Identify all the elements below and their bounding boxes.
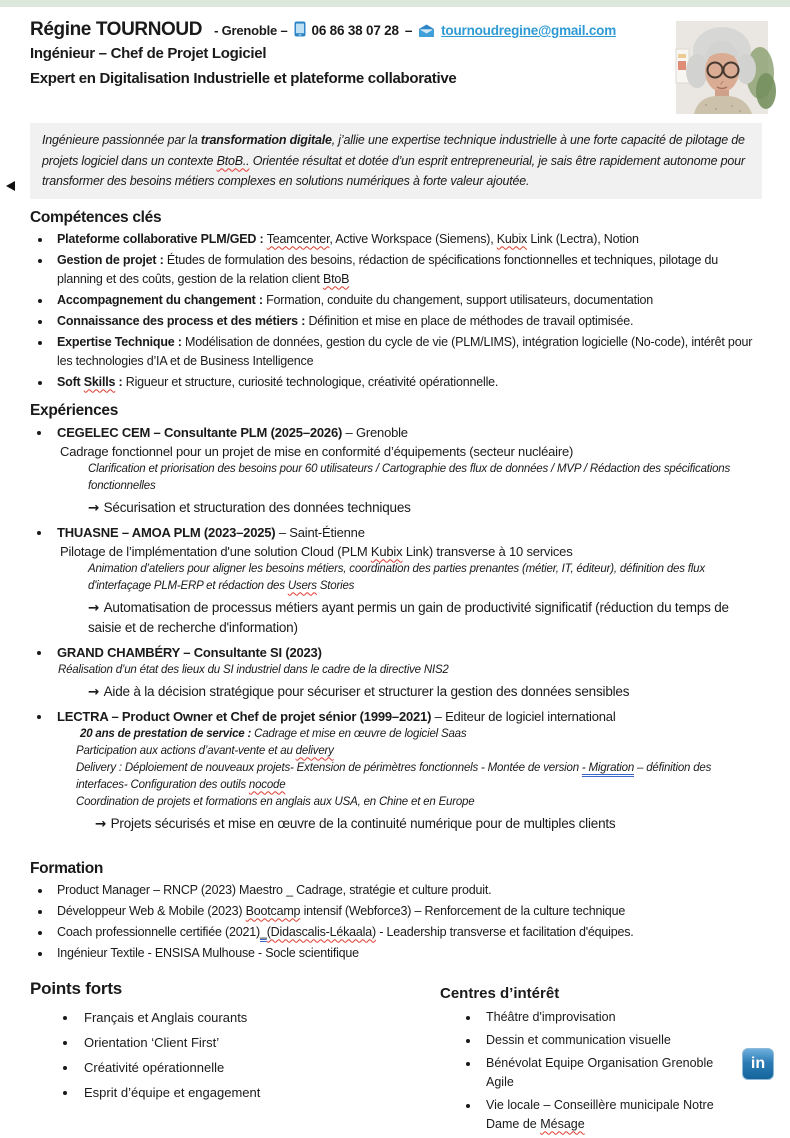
competence-item: • Accompagnement du changement : Formation, conduite du changement, support utilisateurs, documentation bbox=[52, 291, 757, 310]
experience-detail: Réalisation d’un état des lieux du SI industriel dans le cadre de la directive NIS2 bbox=[58, 663, 449, 676]
formation-item: • Ingénieur Textile - ENSISA Mulhouse - Socle scientifique bbox=[52, 944, 759, 963]
experience-result: → Aide à la décision stratégique pour sécuriser et structurer la gestion des données sensibles bbox=[88, 683, 630, 700]
envelope-icon bbox=[418, 24, 435, 42]
strength-item: • Créativité opérationnelle bbox=[78, 1055, 430, 1080]
strength-item: • Français et Anglais courants bbox=[78, 1005, 430, 1030]
interest-item: • Vie locale – Conseillère municipale Notre Dame de Mésage bbox=[480, 1096, 738, 1134]
formation-item: • Développeur Web & Mobile (2023) Bootcamp intensif (Webforce3) – Renforcement de la culture technique bbox=[52, 902, 759, 921]
experience-title: • LECTRA – Product Owner et Chef de projet sénior (1999–2021) – Editeur de logiciel international bbox=[52, 707, 790, 726]
interest-item: • Théâtre d'improvisation bbox=[480, 1008, 738, 1027]
job-title-line-2: Expert en Digitalisation Industrielle et plateforme collaborative bbox=[30, 70, 457, 87]
formation-list bbox=[0, 881, 790, 963]
email-link[interactable]: tournoudregine@gmail.com bbox=[441, 23, 616, 38]
competence-item: • Connaissance des process et des métiers : Définition et mise en place de méthodes de travail optimisée. bbox=[52, 312, 757, 331]
experience-thuasne bbox=[0, 523, 790, 638]
formation-item: • Coach professionnelle certifiée (2021)_(Didascalis-Lékaala) - Leadership transverse et facilitation d'équipes. bbox=[52, 923, 759, 942]
formation-item: • Product Manager – RNCP (2023) Maestro _ Cadrage, stratégie et culture produit. bbox=[52, 881, 759, 900]
header bbox=[0, 7, 790, 114]
experience-detail: Animation d’ateliers pour aligner les besoins métiers, coordination des parties prenantes (métier, IT, éditeur), définition des flux d'interfaçage PLM-ERP et rédaction des Users Stories bbox=[88, 562, 705, 592]
experience-result: → Sécurisation et structuration des données techniques bbox=[88, 499, 411, 516]
experience-title: • GRAND CHAMBÉRY – Consultante SI (2023) bbox=[52, 643, 790, 662]
contact-row bbox=[30, 19, 676, 41]
competence-item: • Gestion de projet : Études de formulation des besoins, rédaction de spécifications fonctionnelles et techniques, pilotage du planning et des coûts, gestion de la relation client BtoB bbox=[52, 251, 757, 289]
summary-text: Ingénieure passionnée par la transformation digitale, j’allie une expertise technique industrielle à une forte capacité de pilotage de projets logiciel dans un contexte BtoB.. Orientée résultat et dotée d’un esprit entrepreneurial, je sais être rapidement autonome pour transformer des besoins métiers complexes en solutions numériques à forte valeur ajoutée. bbox=[42, 133, 745, 188]
job-title-line-1: Ingénieur – Chef de Projet Logiciel bbox=[30, 45, 267, 62]
experience-title: • CEGELEC CEM – Consultante PLM (2025–2026) – Grenoble bbox=[52, 423, 790, 442]
experience-description: Cadrage fonctionnel pour un projet de mise en conformité d’équipements (secteur nucléaire) bbox=[60, 443, 574, 459]
experience-cegelec bbox=[0, 423, 790, 518]
section-heading-points-forts: Points forts bbox=[30, 978, 123, 998]
experience-lectra bbox=[0, 707, 790, 834]
points-forts-section bbox=[30, 979, 430, 1138]
experience-detail: 20 ans de prestation de service : Cadrage et mise en œuvre de logiciel Saas bbox=[80, 727, 467, 740]
phone-number: 06 86 38 07 28 bbox=[311, 23, 399, 38]
experience-detail: Delivery : Déploiement de nouveaux projets- Extension de périmètres fonctionnels - Montée de version - Migration – définition des interfaces- Configuration des outils nocode bbox=[76, 761, 712, 791]
location-text: - Grenoble – bbox=[214, 23, 288, 38]
header-text-block bbox=[30, 19, 676, 114]
experience-title: • THUASNE – AMOA PLM (2023–2025) – Saint-Étienne bbox=[52, 523, 790, 542]
interest-item: • Dessin et communication visuelle bbox=[480, 1031, 738, 1050]
strength-item: • Orientation ‘Client First’ bbox=[78, 1030, 430, 1055]
top-border-line bbox=[0, 0, 790, 7]
centres-interet-list bbox=[440, 1008, 760, 1134]
section-heading-experiences: Expériences bbox=[30, 401, 119, 419]
section-heading-formation: Formation bbox=[30, 859, 104, 877]
experience-detail: Coordination de projets et formations en anglais aux USA, en Chine et en Europe bbox=[76, 795, 475, 808]
experience-detail: Clarification et priorisation des besoins pour 60 utilisateurs / Cartographie des flux de données / MVP / Rédaction des spécifications fonctionnelles bbox=[88, 462, 731, 492]
competence-item: • Plateforme collaborative PLM/GED : Teamcenter, Active Workspace (Siemens), Kubix Link (Lectra), Notion bbox=[52, 230, 757, 249]
strength-item: • Esprit d’équipe et engagement bbox=[78, 1080, 430, 1105]
paragraph-anchor-icon bbox=[6, 181, 15, 191]
candidate-name: Régine TOURNOUD bbox=[30, 19, 203, 40]
points-forts-list bbox=[30, 1005, 430, 1105]
competence-item: • Expertise Technique : Modélisation de données, gestion du cycle de vie (PLM/LIMS), intégration logicielle (No-code), intérêt pour les technologies d’IA et de Business Intelligence bbox=[52, 333, 757, 371]
competences-list bbox=[0, 230, 790, 392]
section-heading-competences: Compétences clés bbox=[30, 208, 162, 226]
experience-result: → Automatisation de processus métiers ayant permis un gain de productivité significatif (réduction du temps de saisie et de recherche d'information) bbox=[88, 599, 729, 635]
profile-summary bbox=[30, 123, 762, 199]
bottom-columns bbox=[30, 979, 768, 1138]
interest-item: • Bénévolat Equipe Organisation Grenoble Agile bbox=[480, 1054, 738, 1092]
profile-photo bbox=[676, 21, 768, 114]
centres-interet-section bbox=[440, 985, 760, 1138]
phone-icon bbox=[294, 21, 306, 42]
experience-chambery bbox=[0, 643, 790, 702]
section-heading-centres-interet: Centres d’intérêt bbox=[440, 984, 560, 1002]
separator-dash: – bbox=[404, 23, 413, 38]
experience-result: → Projets sécurisés et mise en œuvre de la continuité numérique pour de multiples clients bbox=[95, 815, 616, 832]
experience-detail: Participation aux actions d’avant-vente et au delivery bbox=[76, 744, 334, 757]
experience-description: Pilotage de l’implémentation d'une solution Cloud (PLM Kubix Link) transverse à 10 services bbox=[60, 543, 573, 559]
linkedin-icon[interactable]: in bbox=[742, 1048, 774, 1080]
competence-item: • Soft Skills : Rigueur et structure, curiosité technologique, créativité opérationnelle. bbox=[52, 373, 757, 392]
